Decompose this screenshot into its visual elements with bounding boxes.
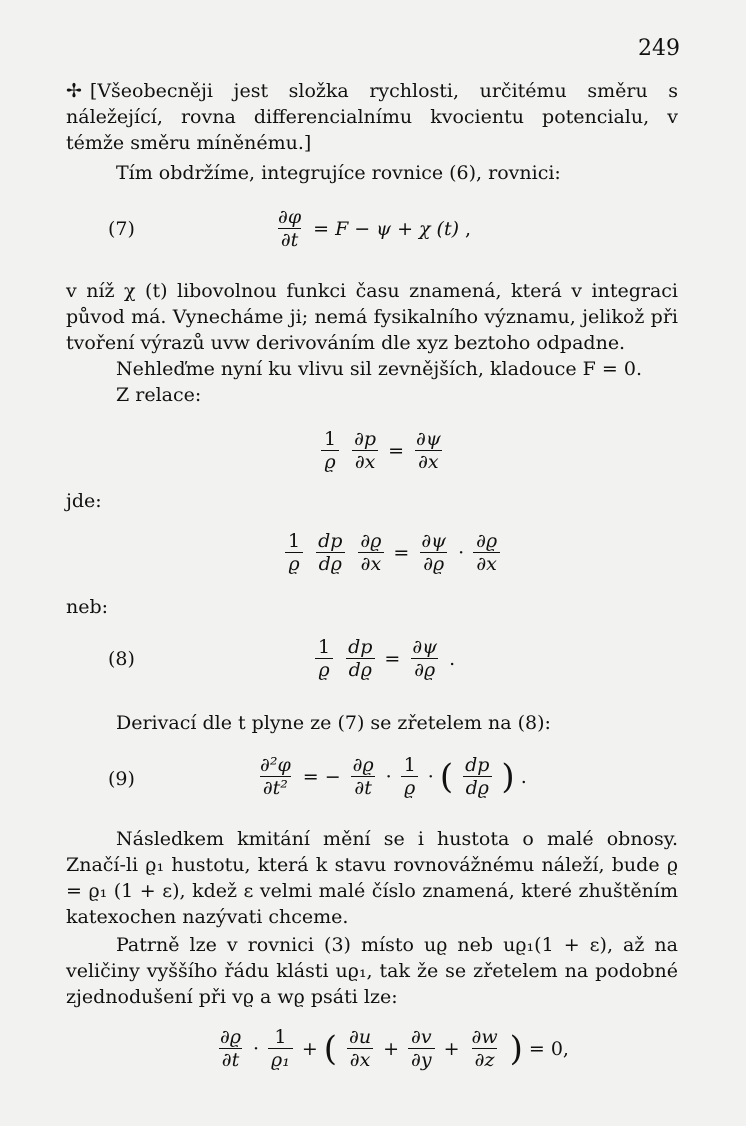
paragraph-4: Z relace: (116, 384, 202, 406)
paragraph-7: Patrně lze v rovnici (3) místo uϱ neb uϱ₁(1 + ε), až na veličiny vyššího řádu klásti uϱ₁, tak že se zřetelem na podobné zjednodušení při vϱ a wϱ psáti lze: (66, 934, 678, 1008)
equation-9: $\frac{\text{∂²φ}}{\text{∂t²}}$ = − $\frac{\partial ϱ}{\partial t}$ · $\frac{1}{ϱ}$ · ( $\frac{dp}{dϱ}$ ) . (260, 754, 527, 799)
page-number: 249 (638, 36, 680, 61)
label-jde: jde: (66, 490, 102, 512)
footnote-marker-icon: ✢ (66, 80, 82, 102)
equation-number-8: (8) (108, 648, 135, 670)
equation-jde: $\frac{1}{ϱ}$ $\frac{dp}{dϱ}$ $\frac{\partial ϱ}{\partial x}$ = $\frac{\partial\psi}{\partial ϱ}$ · $\frac{\partial ϱ}{\partial x}$ (282, 530, 503, 575)
paragraph-6: Následkem kmitání mění se i hustota o malé obnosy. Značí-li ϱ₁ hustotu, která k stavu rovnovážnému náleží, bude ϱ = ϱ₁ (1 + ε), kdež ε velmi malé číslo znamená, které zhuštěním katexochen nazývati chceme. (66, 828, 678, 928)
paragraph-2: v níž χ (t) libovolnou funkci času znamená, která v integraci původ má. Vynecháme ji; nemá fysikalního významu, jelikož při tvoření výrazů uvw derivováním dle xyz beztoho odpadne. (66, 280, 678, 354)
equation-continuity: $\frac{\partial ϱ}{\partial t}$ · $\frac{1}{\text{ϱ₁}}$ + ( $\frac{\partial u}{\partial x}$ + $\frac{\partial v}{\partial y}$ + $\frac{\partial w}{\partial z}$ ) = 0, (220, 1026, 569, 1071)
equation-8: $\frac{1}{ϱ}$ $\frac{dp}{dϱ}$ = $\frac{\partial\psi}{\partial ϱ}$ . (312, 636, 455, 681)
equation-7: $\frac{\partial\varphi}{\partial t}$ = F − ψ + χ (t) , (278, 206, 472, 251)
equation-number-9: (9) (108, 768, 135, 790)
paragraph-5: Derivací dle t plyne ze (7) se zřetelem na (8): (116, 712, 551, 734)
footnote (66, 78, 678, 156)
equation-number-7: (7) (108, 218, 135, 240)
paragraph-3: Nehleďme nyní ku vlivu sil zevnějších, kladouce F = 0. (116, 358, 642, 380)
footnote-text: [Všeobecněji jest složka rychlosti, určitému směru s náležející, rovna differencialnímu kvocientu potencialu, v témže směru míněnému.] (66, 80, 678, 154)
equation-relation: $\frac{1}{ϱ}$ $\frac{\partial p}{\partial x}$ = $\frac{\partial\psi}{\partial x}$ (318, 428, 447, 473)
label-neb: neb: (66, 596, 109, 618)
paragraph-1: Tím obdržíme, integrujíce rovnice (6), rovnici: (116, 162, 561, 184)
